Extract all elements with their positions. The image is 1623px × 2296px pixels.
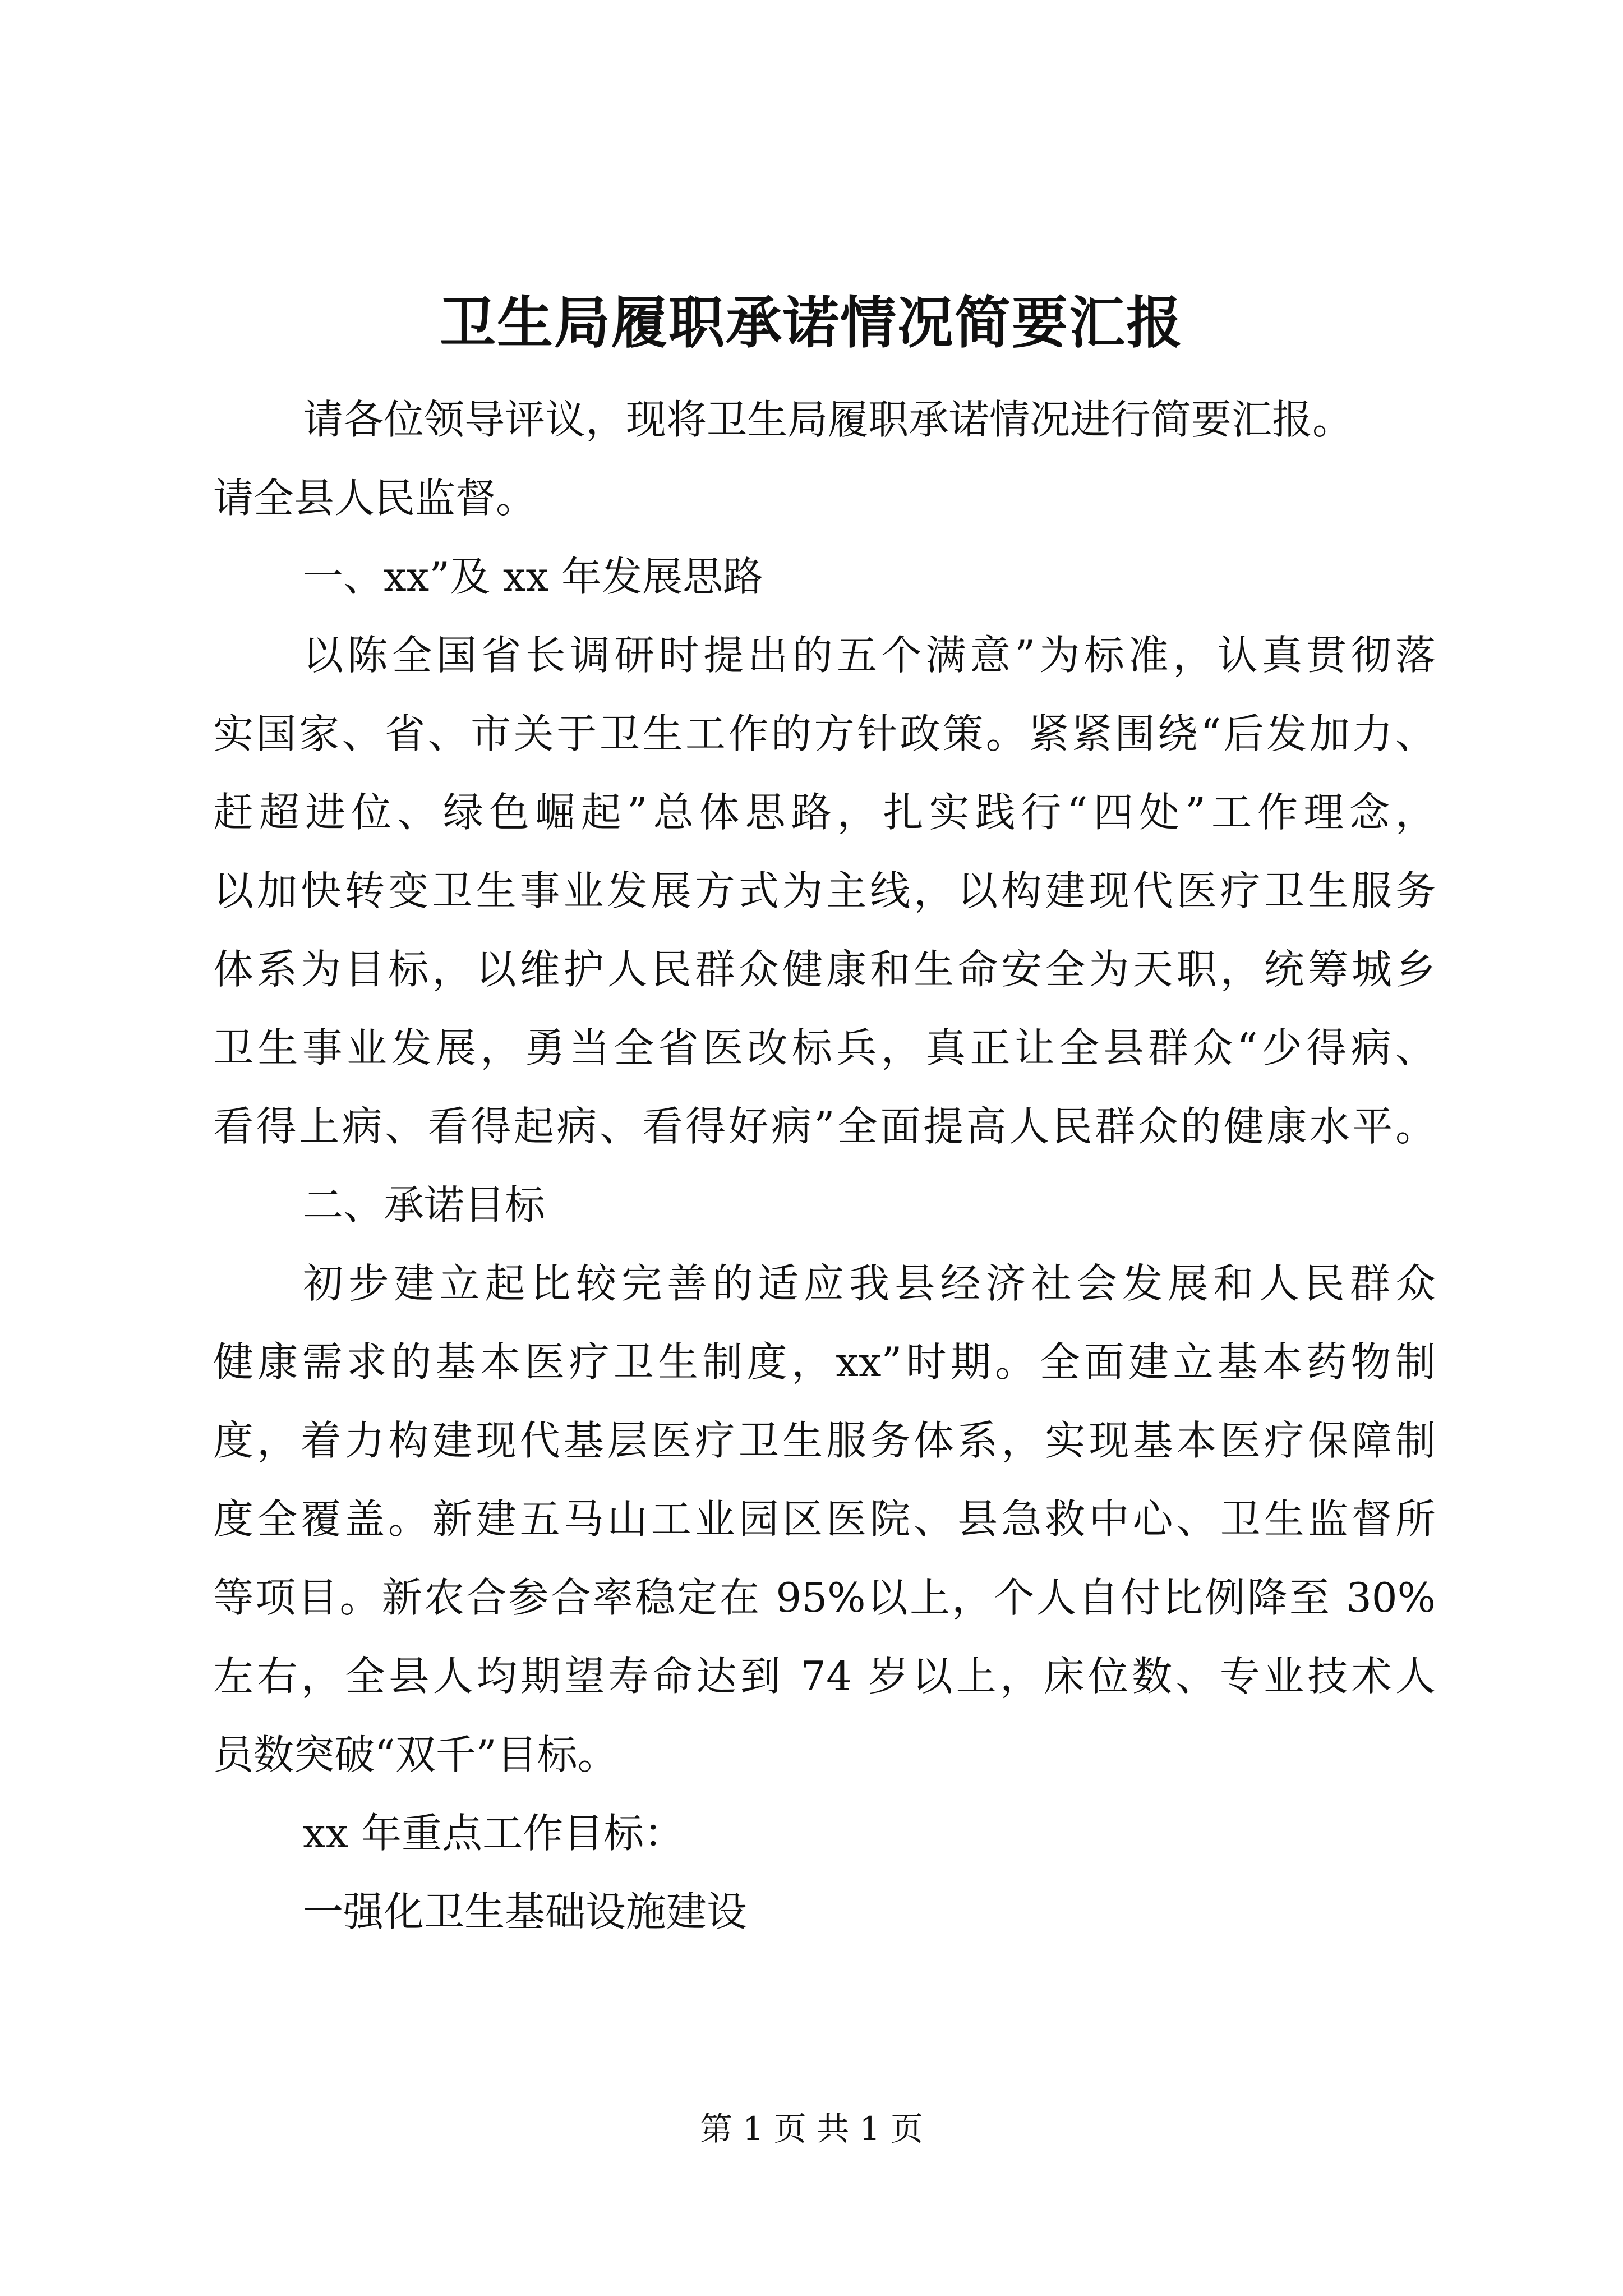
paragraph-line: 员数突破“双千”目标。 [213, 1731, 618, 1778]
paragraph-line: 初步建立起比较完善的适应我县经济社会发展和人民群众 [303, 1260, 1436, 1307]
subheading-line: xx 年重点工作目标： [303, 1810, 685, 1857]
paragraph-line: 实国家、省、市关于卫生工作的方针政策。紧紧围绕“后发加力、 [213, 710, 1436, 757]
paragraph-line: 卫生事业发展，勇当全省医改标兵，真正让全县群众“少得病、 [213, 1024, 1436, 1071]
paragraph-line: 赶超进位、绿色崛起”总体思路，扎实践行“四处”工作理念， [213, 789, 1436, 836]
paragraph-line: 看得上病、看得起病、看得好病”全面提高人民群众的健康水平。 [213, 1103, 1436, 1150]
section-heading: 一、xx”及 xx 年发展思路 [303, 553, 764, 600]
section-heading: 二、承诺目标 [303, 1181, 546, 1228]
paragraph-line: 以陈全国省长调研时提出的五个满意”为标准，认真贯彻落 [303, 632, 1436, 679]
paragraph-line: 度，着力构建现代基层医疗卫生服务体系，实现基本医疗保障制 [213, 1417, 1436, 1464]
paragraph-line: 度全覆盖。新建五马山工业园区医院、县急救中心、卫生监督所 [213, 1496, 1436, 1543]
document-title: 卫生局履职承诺情况简要汇报 [440, 289, 1183, 356]
paragraph-line: 等项目。新农合参合率稳定在 95%以上，个人自付比例降至 30% [213, 1574, 1436, 1621]
subheading-line: 一强化卫生基础设施建设 [303, 1888, 748, 1935]
paragraph-line: 体系为目标，以维护人民群众健康和生命安全为天职，统筹城乡 [213, 946, 1436, 993]
paragraph-line: 请各位领导评议，现将卫生局履职承诺情况进行简要汇报。 [303, 396, 1353, 443]
paragraph-line: 健康需求的基本医疗卫生制度，xx”时期。全面建立基本药物制 [213, 1338, 1436, 1386]
paragraph-line: 左右，全县人均期望寿命达到 74 岁以上，床位数、专业技术人 [213, 1653, 1436, 1700]
page-footer: 第 1 页 共 1 页 [700, 2110, 923, 2148]
paragraph-line: 请全县人民监督。 [213, 475, 537, 522]
paragraph-line: 以加快转变卫生事业发展方式为主线，以构建现代医疗卫生服务 [213, 867, 1436, 914]
